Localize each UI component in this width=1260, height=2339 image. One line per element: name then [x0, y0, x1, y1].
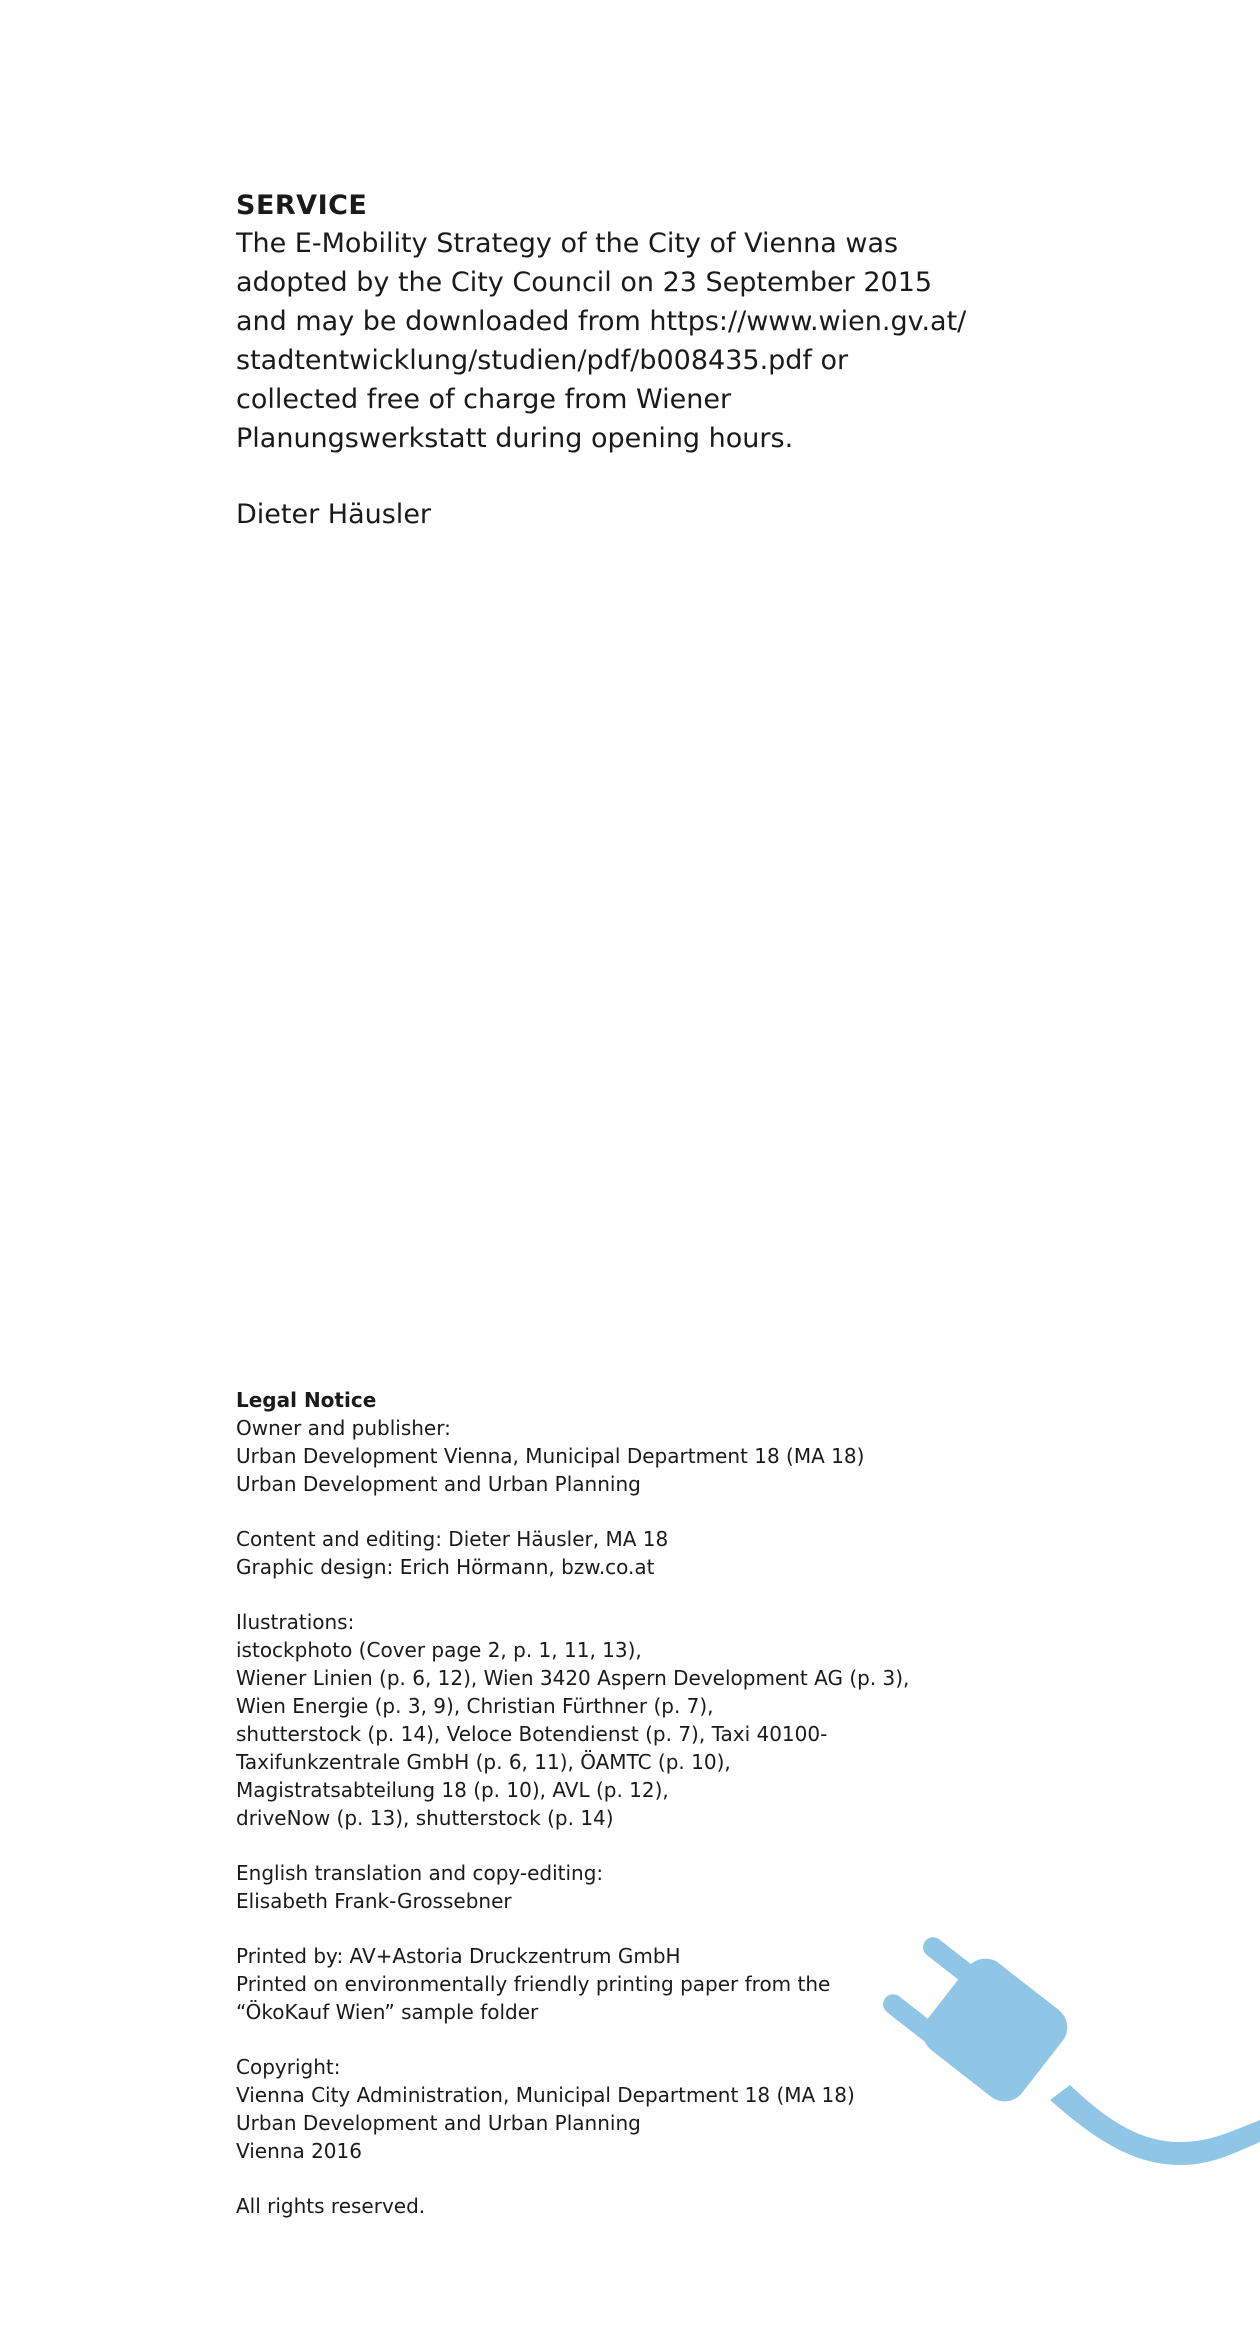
credits-line: Graphic design: Erich Hörmann, bzw.co.at [236, 1555, 655, 1579]
service-text-line: stadtentwicklung/studien/pdf/b008435.pdf or [236, 345, 849, 376]
illustrations-line: shutterstock (p. 14), Veloce Botendienst (p. 7), Taxi 40100- [236, 1722, 828, 1746]
service-text-line: Planungswerkstatt during opening hours. [236, 423, 794, 454]
service-text-line: The E-Mobility Strategy of the City of Vienna was [236, 228, 899, 259]
illustrations-line: istockphoto (Cover page 2, p. 1, 11, 13), [236, 1638, 642, 1662]
illustrations-line: Ilustrations: [236, 1610, 355, 1634]
copyright-line: Copyright: [236, 2055, 341, 2079]
service-heading: SERVICE [236, 190, 368, 221]
illustrations-line: Magistratsabteilung 18 (p. 10), AVL (p. 12), [236, 1778, 669, 1802]
service-text-line: collected free of charge from Wiener [236, 384, 732, 415]
service-text-line: adopted by the City Council on 23 September 2015 [236, 267, 933, 298]
translation-block [236, 1859, 996, 1915]
publisher-line: Urban Development Vienna, Municipal Department 18 (MA 18) [236, 1444, 865, 1468]
publisher-line: Owner and publisher: [236, 1416, 451, 1440]
illustrations-line: Wiener Linien (p. 6, 12), Wien 3420 Aspern Development AG (p. 3), [236, 1666, 910, 1690]
publisher-block [236, 1414, 996, 1498]
copyright-line: Vienna City Administration, Municipal Department 18 (MA 18) [236, 2083, 855, 2107]
publisher-line: Urban Development and Urban Planning [236, 1472, 641, 1496]
legal-notice-heading: Legal Notice [236, 1388, 377, 1412]
service-author: Dieter Häusler [236, 499, 432, 530]
illustrations-block [236, 1608, 996, 1832]
electric-plug-icon [880, 1930, 1260, 2190]
translation-line: Elisabeth Frank-Grossebner [236, 1889, 512, 1913]
printing-line: Printed on environmentally friendly printing paper from the [236, 1972, 831, 1996]
credits-line: Content and editing: Dieter Häusler, MA 18 [236, 1527, 669, 1551]
illustrations-line: driveNow (p. 13), shutterstock (p. 14) [236, 1806, 614, 1830]
translation-line: English translation and copy-editing: [236, 1861, 604, 1885]
credits-block [236, 1525, 996, 1581]
printing-line: Printed by: AV+Astoria Druckzentrum GmbH [236, 1944, 681, 1968]
service-text-line: and may be downloaded from https://www.wien.gv.at/ [236, 306, 967, 337]
illustrations-line: Taxifunkzentrale GmbH (p. 6, 11), ÖAMTC (p. 10), [236, 1750, 731, 1774]
copyright-line: Vienna 2016 [236, 2139, 362, 2163]
printing-line: “ÖkoKauf Wien” sample folder [236, 2000, 539, 2024]
illustrations-line: Wien Energie (p. 3, 9), Christian Fürthner (p. 7), [236, 1694, 714, 1718]
copyright-line: Urban Development and Urban Planning [236, 2111, 641, 2135]
service-section [236, 188, 996, 534]
all-rights-reserved: All rights reserved. [236, 2194, 426, 2218]
